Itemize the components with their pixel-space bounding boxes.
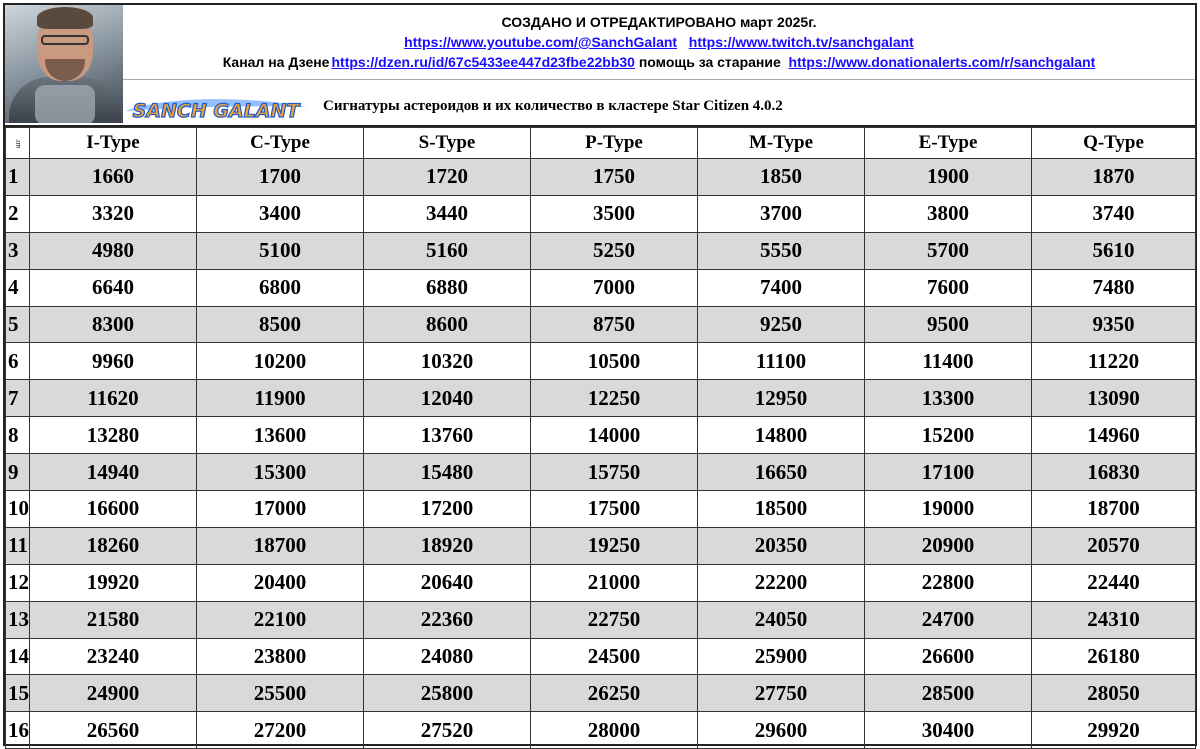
signature-cell: 20350 xyxy=(698,527,865,564)
signature-cell: 16830 xyxy=(1032,454,1196,491)
row-index: 9 xyxy=(6,454,30,491)
signature-cell: 22200 xyxy=(698,564,865,601)
row-index: 10 xyxy=(6,491,30,528)
signature-cell: 1870 xyxy=(1032,159,1196,196)
signature-cell: 18700 xyxy=(197,527,364,564)
signature-cell: 5610 xyxy=(1032,232,1196,269)
signature-cell: 26600 xyxy=(865,638,1032,675)
signature-cell: 1660 xyxy=(30,159,197,196)
donation-link[interactable]: https://www.donationalerts.com/r/sanchgalant xyxy=(788,54,1096,70)
table-row xyxy=(6,454,1196,491)
signature-cell: 21000 xyxy=(531,564,698,601)
signature-cell: 7480 xyxy=(1032,269,1196,306)
signature-cell: 15300 xyxy=(197,454,364,491)
table-row xyxy=(6,638,1196,675)
signature-cell: 15200 xyxy=(865,417,1032,454)
signature-cell: 18500 xyxy=(698,491,865,528)
signature-cell: 27520 xyxy=(364,712,531,749)
signature-cell: 8500 xyxy=(197,306,364,343)
signature-cell: 4980 xyxy=(30,232,197,269)
signature-cell: 22440 xyxy=(1032,564,1196,601)
author-portrait-icon xyxy=(5,5,123,123)
signature-cell: 24310 xyxy=(1032,601,1196,638)
signature-cell: 8300 xyxy=(30,306,197,343)
table-row xyxy=(6,491,1196,528)
signature-cell: 7000 xyxy=(531,269,698,306)
signature-cell: 7400 xyxy=(698,269,865,306)
column-header: P-Type xyxy=(531,128,698,159)
row-index: 3 xyxy=(6,232,30,269)
signature-cell: 19920 xyxy=(30,564,197,601)
signature-cell: 5100 xyxy=(197,232,364,269)
table-row xyxy=(6,417,1196,454)
signature-cell: 27750 xyxy=(698,675,865,712)
signature-cell: 12040 xyxy=(364,380,531,417)
table-row xyxy=(6,712,1196,749)
signature-cell: 28500 xyxy=(865,675,1032,712)
table-row xyxy=(6,269,1196,306)
signature-cell: 13300 xyxy=(865,380,1032,417)
table-row xyxy=(6,675,1196,712)
signature-cell: 19000 xyxy=(865,491,1032,528)
signature-cell: 24700 xyxy=(865,601,1032,638)
row-index: 13 xyxy=(6,601,30,638)
signature-table xyxy=(5,127,1196,749)
signature-cell: 3700 xyxy=(698,195,865,232)
dzen-link[interactable]: https://dzen.ru/id/67c5433ee447d23fbe22bb30 xyxy=(331,54,635,70)
signature-cell: 20900 xyxy=(865,527,1032,564)
table-row xyxy=(6,343,1196,380)
signature-cell: 5550 xyxy=(698,232,865,269)
column-header: I-Type xyxy=(30,128,197,159)
signature-cell: 13090 xyxy=(1032,380,1196,417)
row-index: 6 xyxy=(6,343,30,380)
signature-cell: 11900 xyxy=(197,380,364,417)
row-index: 2 xyxy=(6,195,30,232)
signature-cell: 24500 xyxy=(531,638,698,675)
signature-cell: 6800 xyxy=(197,269,364,306)
signature-cell: 1900 xyxy=(865,159,1032,196)
table-row xyxy=(6,527,1196,564)
signature-cell: 16650 xyxy=(698,454,865,491)
table-row xyxy=(6,380,1196,417)
signature-cell: 3740 xyxy=(1032,195,1196,232)
signature-cell: 11400 xyxy=(865,343,1032,380)
signature-cell: 24080 xyxy=(364,638,531,675)
signature-cell: 8600 xyxy=(364,306,531,343)
table-row xyxy=(6,306,1196,343)
signature-cell: 1850 xyxy=(698,159,865,196)
signature-cell: 1720 xyxy=(364,159,531,196)
sheet xyxy=(3,3,1197,746)
signature-cell: 9960 xyxy=(30,343,197,380)
signature-cell: 17100 xyxy=(865,454,1032,491)
signature-cell: 10200 xyxy=(197,343,364,380)
signature-cell: 25800 xyxy=(364,675,531,712)
signature-cell: 28000 xyxy=(531,712,698,749)
help-text: помощь за старание xyxy=(638,54,781,70)
row-index: 15 xyxy=(6,675,30,712)
column-header: Q-Type xyxy=(1032,128,1196,159)
row-index: 1 xyxy=(6,159,30,196)
signature-cell: 9350 xyxy=(1032,306,1196,343)
signature-cell: 27200 xyxy=(197,712,364,749)
page-title: Сигнатуры астероидов и их количество в кластере Star Citizen 4.0.2 xyxy=(323,98,783,114)
header-row xyxy=(6,128,1196,159)
signature-cell: 24900 xyxy=(30,675,197,712)
table-body xyxy=(6,159,1196,749)
links-line xyxy=(123,33,1195,52)
signature-cell: 3800 xyxy=(865,195,1032,232)
column-header: S-Type xyxy=(364,128,531,159)
logo-text: SANCH GALANT xyxy=(132,100,300,122)
signature-cell: 11620 xyxy=(30,380,197,417)
signature-cell: 26250 xyxy=(531,675,698,712)
signature-cell: 1750 xyxy=(531,159,698,196)
twitch-link[interactable]: https://www.twitch.tv/sanchgalant xyxy=(688,34,914,50)
column-header: C-Type xyxy=(197,128,364,159)
signature-cell: 3400 xyxy=(197,195,364,232)
dzen-line xyxy=(123,53,1195,72)
signature-cell: 18920 xyxy=(364,527,531,564)
signature-cell: 13600 xyxy=(197,417,364,454)
signature-cell: 10320 xyxy=(364,343,531,380)
row-index: 11 xyxy=(6,527,30,564)
signature-cell: 13280 xyxy=(30,417,197,454)
signature-cell: 18700 xyxy=(1032,491,1196,528)
sanch-galant-logo-icon xyxy=(123,95,309,125)
signature-cell: 22750 xyxy=(531,601,698,638)
header-divider xyxy=(123,79,1195,80)
signature-cell: 3500 xyxy=(531,195,698,232)
signature-cell: 9250 xyxy=(698,306,865,343)
signature-cell: 20400 xyxy=(197,564,364,601)
signature-cell: 26180 xyxy=(1032,638,1196,675)
signature-cell: 12250 xyxy=(531,380,698,417)
signature-cell: 14940 xyxy=(30,454,197,491)
signature-cell: 17000 xyxy=(197,491,364,528)
signature-cell: 10500 xyxy=(531,343,698,380)
signature-cell: 22100 xyxy=(197,601,364,638)
row-index: 7 xyxy=(6,380,30,417)
signature-cell: 20640 xyxy=(364,564,531,601)
table-row xyxy=(6,601,1196,638)
table-row xyxy=(6,564,1196,601)
signature-cell: 3320 xyxy=(30,195,197,232)
signature-cell: 23800 xyxy=(197,638,364,675)
row-index: 4 xyxy=(6,269,30,306)
row-index: 12 xyxy=(6,564,30,601)
signature-cell: 7600 xyxy=(865,269,1032,306)
signature-cell: 3440 xyxy=(364,195,531,232)
signature-cell: 9500 xyxy=(865,306,1032,343)
signature-cell: 15480 xyxy=(364,454,531,491)
created-line: СОЗДАНО И ОТРЕДАКТИРОВАНО март 2025г. xyxy=(501,14,817,30)
signature-cell: 6640 xyxy=(30,269,197,306)
signature-cell: 20570 xyxy=(1032,527,1196,564)
signature-cell: 25500 xyxy=(197,675,364,712)
signature-cell: 5250 xyxy=(531,232,698,269)
signature-cell: 1700 xyxy=(197,159,364,196)
signature-cell: 28050 xyxy=(1032,675,1196,712)
signature-cell: 22360 xyxy=(364,601,531,638)
row-index: 16 xyxy=(6,712,30,749)
signature-cell: 8750 xyxy=(531,306,698,343)
signature-cell: 22800 xyxy=(865,564,1032,601)
index-header: шт xyxy=(6,128,30,159)
signature-cell: 5160 xyxy=(364,232,531,269)
header xyxy=(5,5,1195,127)
signature-cell: 30400 xyxy=(865,712,1032,749)
table-row xyxy=(6,195,1196,232)
dzen-prefix: Канал на Дзене xyxy=(222,54,330,70)
signature-cell: 29600 xyxy=(698,712,865,749)
signature-cell: 17200 xyxy=(364,491,531,528)
signature-cell: 6880 xyxy=(364,269,531,306)
row-index: 8 xyxy=(6,417,30,454)
signature-cell: 13760 xyxy=(364,417,531,454)
row-index: 5 xyxy=(6,306,30,343)
signature-cell: 16600 xyxy=(30,491,197,528)
signature-cell: 19250 xyxy=(531,527,698,564)
signature-cell: 12950 xyxy=(698,380,865,417)
signature-cell: 11100 xyxy=(698,343,865,380)
signature-cell: 15750 xyxy=(531,454,698,491)
signature-cell: 21580 xyxy=(30,601,197,638)
table-row xyxy=(6,159,1196,196)
table-row xyxy=(6,232,1196,269)
column-header: M-Type xyxy=(698,128,865,159)
signature-cell: 24050 xyxy=(698,601,865,638)
signature-cell: 25900 xyxy=(698,638,865,675)
signature-cell: 23240 xyxy=(30,638,197,675)
signature-cell: 14800 xyxy=(698,417,865,454)
signature-cell: 14000 xyxy=(531,417,698,454)
row-index: 14 xyxy=(6,638,30,675)
column-header: E-Type xyxy=(865,128,1032,159)
signature-cell: 11220 xyxy=(1032,343,1196,380)
youtube-link[interactable]: https://www.youtube.com/@SanchGalant xyxy=(404,34,678,50)
signature-cell: 5700 xyxy=(865,232,1032,269)
signature-cell: 26560 xyxy=(30,712,197,749)
signature-cell: 17500 xyxy=(531,491,698,528)
signature-cell: 29920 xyxy=(1032,712,1196,749)
signature-cell: 14960 xyxy=(1032,417,1196,454)
signature-cell: 18260 xyxy=(30,527,197,564)
